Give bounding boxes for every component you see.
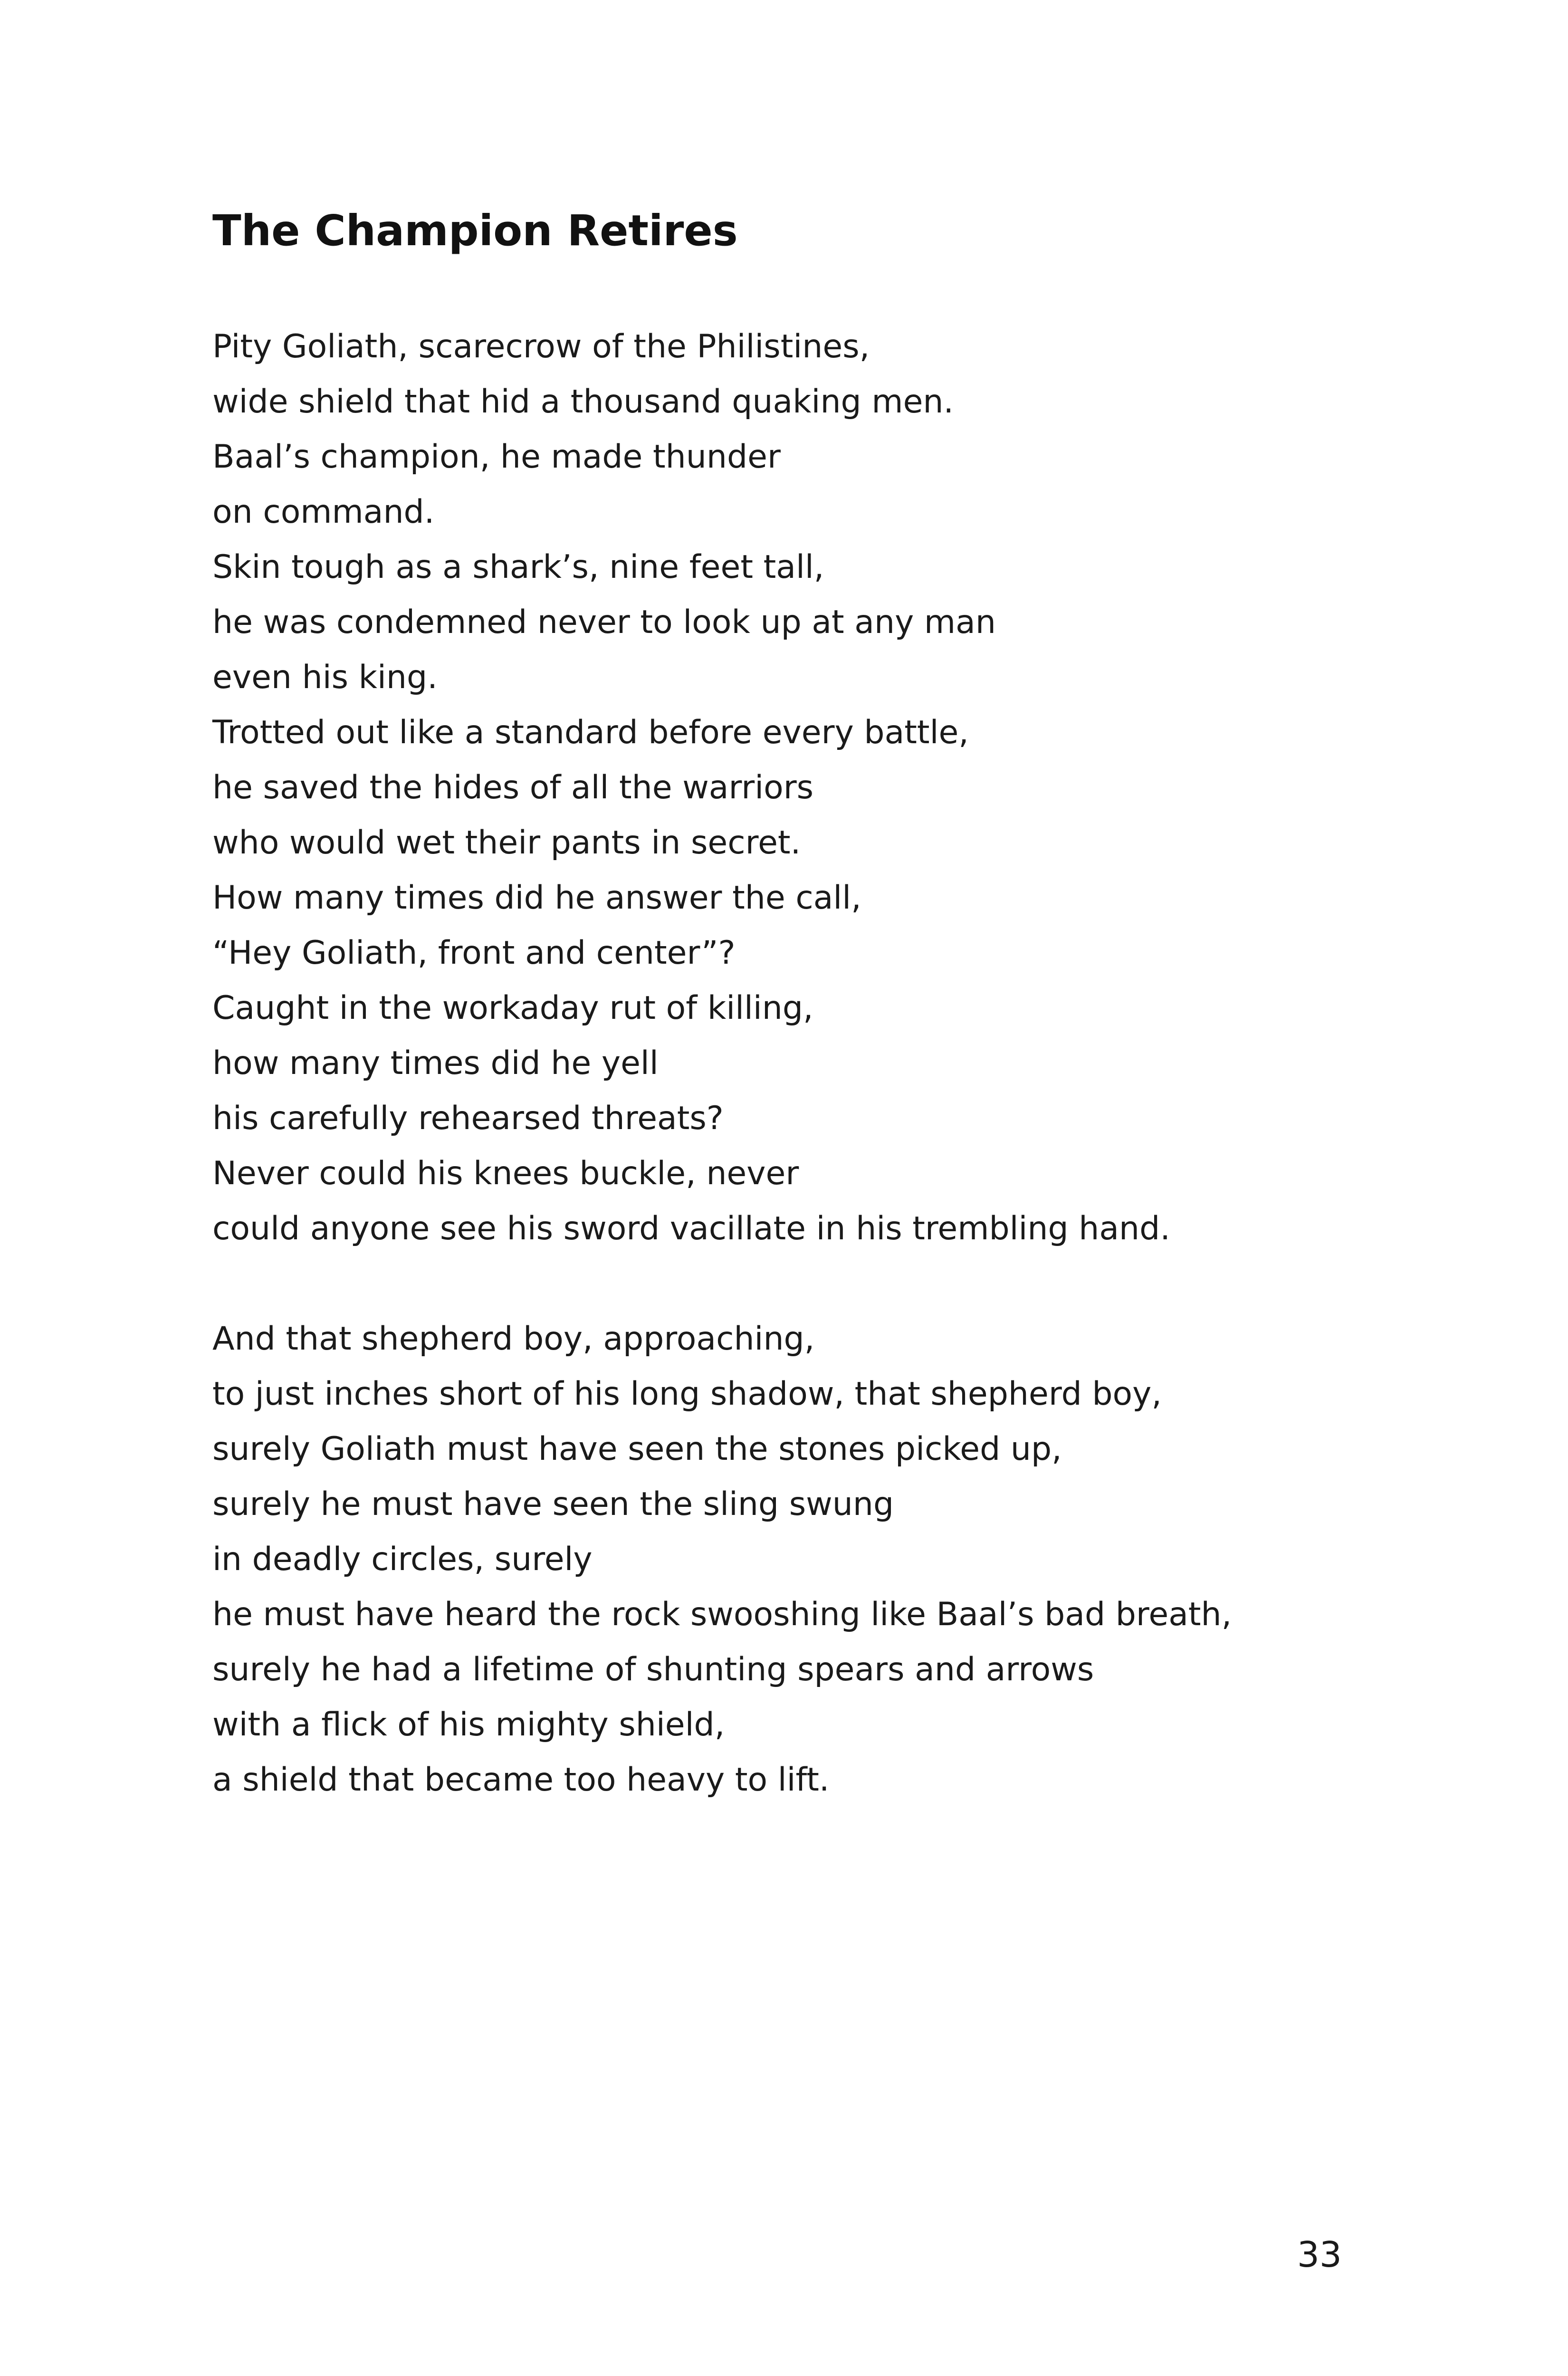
stanza-2 (212, 1312, 1232, 1808)
poem-line: Baal’s champion, he made thunder (212, 438, 781, 476)
poem-line: And that shepherd boy, approaching, (212, 1320, 815, 1358)
poem-line: a shield that became too heavy to lift. (212, 1761, 830, 1799)
poem-line: his carefully rehearsed threats? (212, 1100, 724, 1137)
poem-line: with a flick of his mighty shield, (212, 1706, 725, 1744)
poem-line: he must have heard the rock swooshing like Baal’s bad breath, (212, 1596, 1232, 1633)
poem-line: could anyone see his sword vacillate in his trembling hand. (212, 1210, 1170, 1247)
stanza-1 (212, 319, 1170, 1256)
poem-line: he saved the hides of all the warriors (212, 769, 814, 806)
poem-line: on command. (212, 493, 435, 531)
poem-line: How many times did he answer the call, (212, 879, 861, 917)
poem-line: to just inches short of his long shadow, that shepherd boy, (212, 1375, 1162, 1413)
poem-line: even his king. (212, 659, 438, 696)
poem-line: Caught in the workaday rut of killing, (212, 989, 813, 1027)
page-number: 33 (1297, 2234, 1342, 2275)
poem-title: The Champion Retires (212, 206, 738, 255)
poem-line: “Hey Goliath, front and center”? (212, 934, 736, 972)
poem-line: Skin tough as a shark’s, nine feet tall, (212, 548, 824, 586)
poem-line: Pity Goliath, scarecrow of the Philistines, (212, 328, 870, 365)
poem-line: surely he must have seen the sling swung (212, 1485, 894, 1523)
poem-line: who would wet their pants in secret. (212, 824, 801, 862)
poem-line: he was condemned never to look up at any man (212, 604, 996, 641)
poem-line: wide shield that hid a thousand quaking men. (212, 383, 954, 421)
poem-line: Never could his knees buckle, never (212, 1155, 799, 1192)
poem-line: in deadly circles, surely (212, 1541, 593, 1578)
poem-line: Trotted out like a standard before every battle, (212, 714, 969, 751)
poem-line: how many times did he yell (212, 1044, 659, 1082)
poem-line: surely Goliath must have seen the stones picked up, (212, 1430, 1062, 1468)
poem-line: surely he had a lifetime of shunting spears and arrows (212, 1651, 1094, 1688)
